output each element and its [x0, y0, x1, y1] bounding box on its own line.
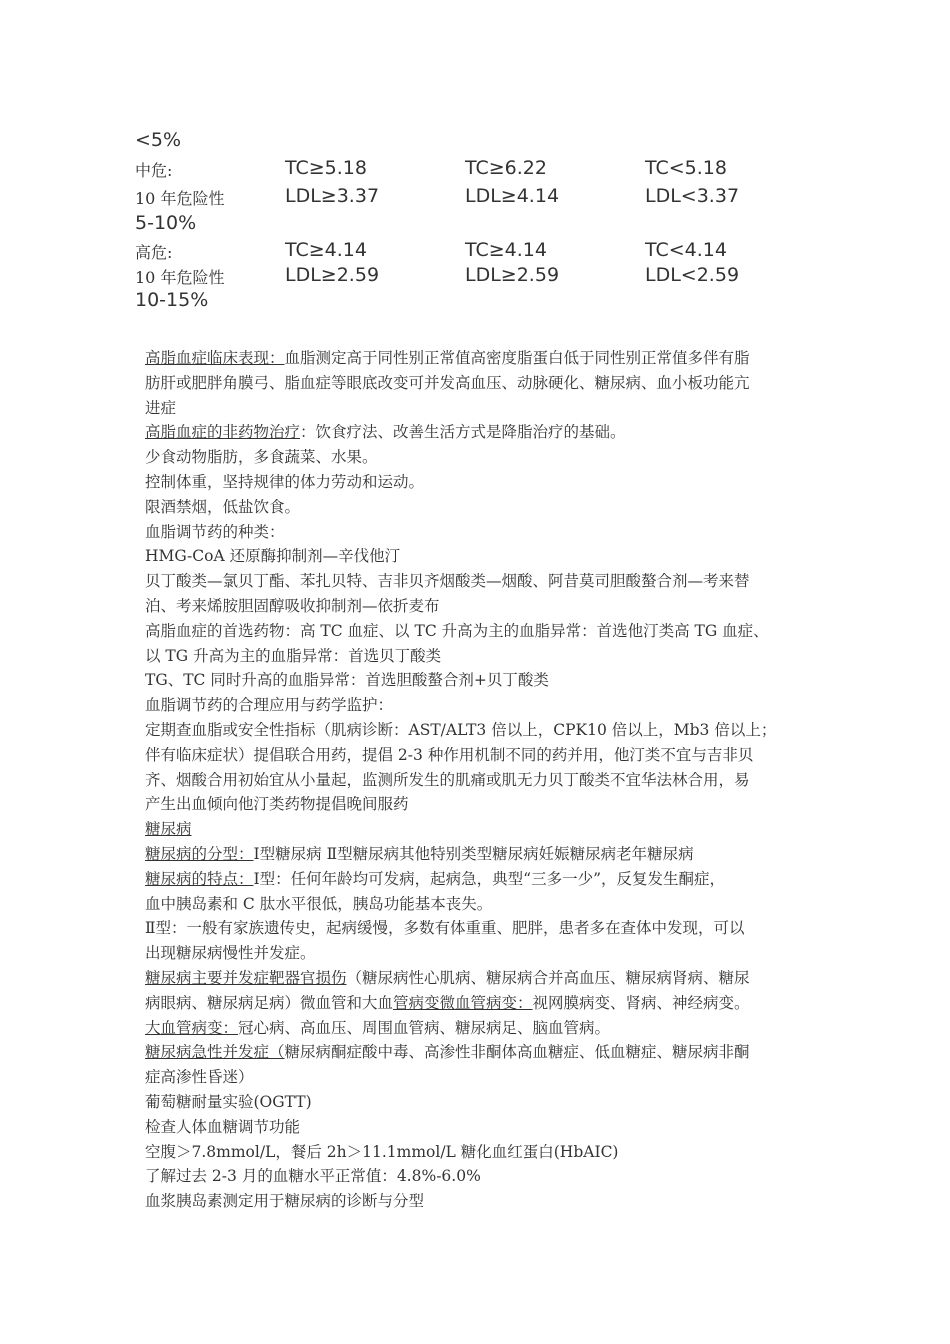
document-body — [145, 346, 815, 1214]
section-heading: 大血管病变： — [145, 1018, 239, 1037]
table-cell: TC≥4.14 — [285, 239, 367, 261]
risk-row-label: 10 年危险性 — [135, 189, 225, 208]
text-line: 贝丁酸类—氯贝丁酯、苯扎贝特、吉非贝齐烟酸类—烟酸、阿昔莫司胆酸螯合剂—考来替 — [145, 572, 750, 591]
text-line: 高脂血症的非药物治疗：饮食疗法、改善生活方式是降脂治疗的基础。 — [145, 423, 626, 442]
table-cell: LDL≥3.37 — [285, 185, 380, 207]
table-cell: LDL≥4.14 — [465, 185, 560, 207]
text-line: 高脂血症临床表现：血脂测定高于同性别正常值高密度脂蛋白低于同性别正常值多伴有脂 — [145, 349, 750, 367]
text-line: 血中胰岛素和 C 肽水平很低，胰岛功能基本丧失。 — [145, 894, 493, 913]
table-cell: LDL≥2.59 — [465, 264, 560, 286]
table-cell: TC<5.18 — [645, 157, 727, 179]
text-line: 大血管病变：冠心病、高血压、周围血管病、糖尿病足、脑血管病。 — [145, 1018, 611, 1037]
text-line: 了解过去 2-3 月的血糖水平正常值：4.8%-6.0% — [145, 1167, 481, 1186]
text-line: 糖尿病的特点：Ⅰ型：任何年龄均可发病，起病急，典型“三多一少”，反复发生酮症， — [145, 869, 725, 888]
text-line: TG、TC 同时升高的血脂异常：首选胆酸螯合剂+贝丁酸类 — [145, 671, 549, 690]
text-line: 糖尿病急性并发症（糖尿病酮症酸中毒、高渗性非酮体高血糖症、低血糖症、糖尿病非酮 — [145, 1043, 750, 1062]
section-heading: 糖尿病主要并发症靶器官损伤 — [145, 968, 347, 987]
text-line: 肪肝或肥胖角膜弓、脂血症等眼底改变可并发高血压、动脉硬化、糖尿病、血小板功能亢 — [145, 373, 750, 392]
text-line: 检查人体血糖调节功能 — [145, 1117, 301, 1136]
text-line: 限酒禁烟，低盐饮食。 — [145, 497, 301, 516]
risk-row-label: 中危: — [135, 161, 173, 180]
text-line: 糖尿病的分型：Ⅰ型糖尿病 Ⅱ型糖尿病其他特别类型糖尿病妊娠糖尿病老年糖尿病 — [145, 844, 694, 863]
text-line: 空腹＞7.8mmol/L，餐后 2h＞11.1mmol/L 糖化血红蛋白(HbAIC) — [145, 1142, 619, 1161]
section-heading: 高脂血症的非药物治疗 — [145, 423, 301, 442]
section-heading: 糖尿病的特点： — [145, 869, 254, 888]
risk-low-percent: <5% — [135, 129, 182, 151]
text-line: 控制体重，坚持规律的体力劳动和运动。 — [145, 472, 425, 491]
risk-row-label: 10 年危险性 — [135, 268, 225, 287]
text-line: 泊、考来烯胺胆固醇吸收抑制剂—依折麦布 — [145, 596, 440, 615]
text-line: HMG-CoA 还原酶抑制剂—辛伐他汀 — [145, 547, 401, 566]
text-line: 进症 — [145, 398, 177, 417]
table-cell: TC≥5.18 — [285, 157, 367, 179]
text-line: 血脂调节药的种类： — [145, 522, 285, 541]
table-cell: TC≥4.14 — [465, 239, 547, 261]
section-heading: 糖尿病急性并发症（ — [145, 1043, 285, 1062]
text-line: 伴有临床症状）提倡联合用药，提倡 2-3 种作用机制不同的药并用，他汀类不宜与吉非贝 — [145, 745, 754, 764]
risk-row-label: 高危: — [135, 243, 173, 262]
text-line: 病眼病、糖尿病足病）微血管和大血管病变微血管病变：视网膜病变、肾病、神经病变。 — [145, 993, 750, 1012]
text-line: 症高渗性昏迷） — [145, 1068, 254, 1087]
table-cell: TC<4.14 — [645, 239, 727, 261]
text-line: 血脂调节药的合理应用与药学监护： — [145, 696, 394, 715]
text-line: 血浆胰岛素测定用于糖尿病的诊断与分型 — [145, 1192, 425, 1211]
section-heading: 糖尿病 — [145, 820, 192, 839]
text-line: 以 TG 升高为主的血脂异常：首选贝丁酸类 — [145, 646, 442, 665]
text-line: Ⅱ型：一般有家族遗传史，起病缓慢，多数有体重重、肥胖，患者多在查体中发现，可以 — [145, 919, 745, 938]
table-cell: TC≥6.22 — [465, 157, 547, 179]
text-line: 定期查血脂或安全性指标（肌病诊断：AST/ALT3 倍以上，CPK10 倍以上，Mb3 倍以上； — [145, 720, 777, 739]
text-line: 少食动物脂肪，多食蔬菜、水果。 — [145, 448, 378, 467]
table-cell: LDL≥2.59 — [285, 264, 380, 286]
text-line: 出现糖尿病慢性并发症。 — [145, 944, 316, 963]
text-line: 产生出血倾向他汀类药物提倡晚间服药 — [145, 795, 409, 814]
section-heading: 糖尿病的分型： — [145, 844, 254, 863]
text-line: 葡萄糖耐量实验(OGTT) — [145, 1092, 312, 1111]
risk-row-label: 5-10% — [135, 212, 197, 234]
risk-row-label: 10-15% — [135, 289, 209, 311]
text-line: 高脂血症的首选药物：高 TC 血症、以 TC 升高为主的血脂异常：首选他汀类高 TG 血症、 — [145, 621, 769, 640]
section-heading: 高脂血症临床表现： — [145, 349, 285, 367]
section-heading: 管病变微血管病变： — [393, 993, 533, 1012]
text-line: 糖尿病主要并发症靶器官损伤（糖尿病性心肌病、糖尿病合并高血压、糖尿病肾病、糖尿 — [145, 968, 750, 987]
text-line — [145, 817, 815, 842]
table-cell: LDL<2.59 — [645, 264, 740, 286]
table-cell: LDL<3.37 — [645, 185, 740, 207]
text-line: 齐、烟酸合用初始宜从小量起，监测所发生的肌痛或肌无力贝丁酸类不宜华法林合用，易 — [145, 770, 750, 789]
